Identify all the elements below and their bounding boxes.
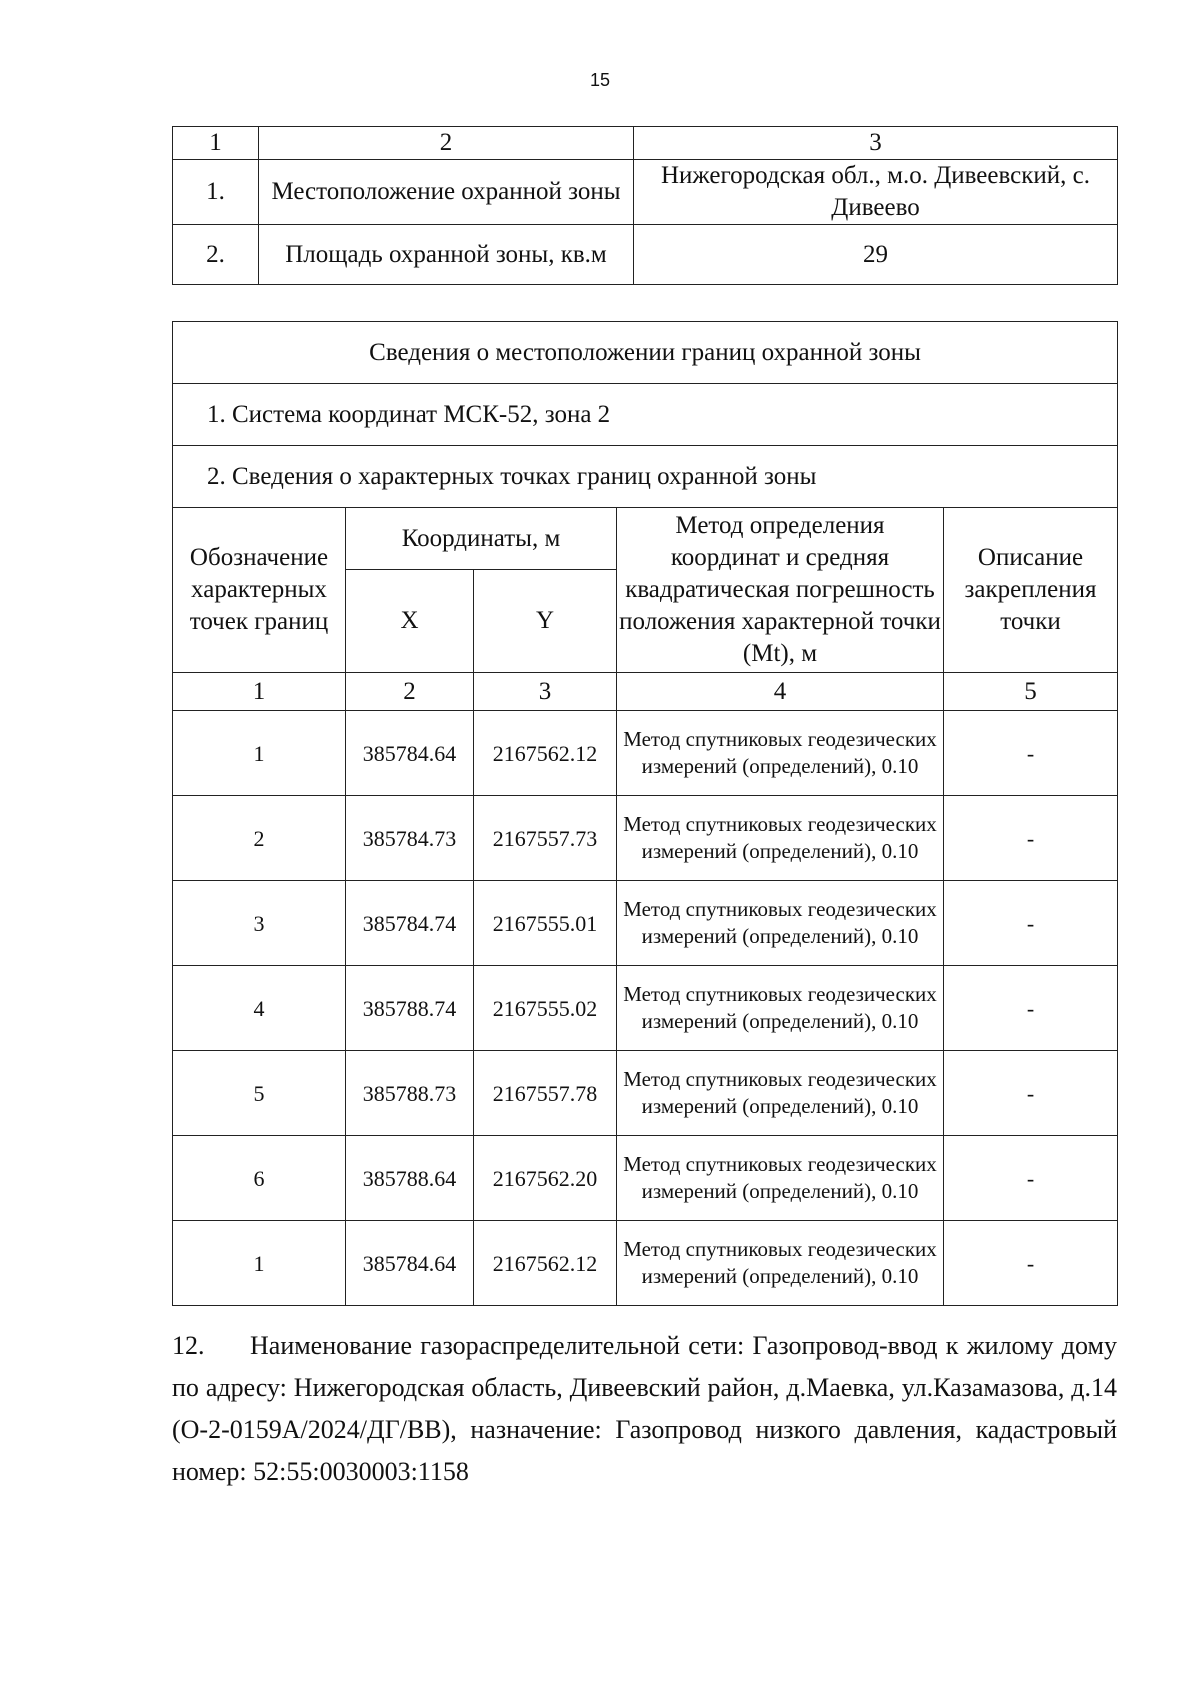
coordinate-system-row [173, 384, 1118, 446]
point-x: 385784.74 [346, 881, 474, 966]
paragraph-number: 12. [172, 1331, 205, 1360]
column-number: 2 [346, 673, 474, 711]
row-number: 1. [173, 160, 259, 225]
table-header-row [173, 127, 1118, 160]
point-description: - [944, 966, 1118, 1051]
point-description: - [944, 796, 1118, 881]
paragraph-text: Наименование газораспределительной сети: Газопровод-ввод к жилому дому по адресу: Нижегородская область, Дивеевский район, д.Маевка, ул.Казамазова, д.14 (О-2-0159А/2024/ДГ/ВВ), назначение: Газопровод низкого давления, кадастровый номер: 52:55:0030003:1158 [172, 1331, 1117, 1486]
row-value: 29 [634, 225, 1118, 285]
table-title: Сведения о местоположении границ охранной зоны [173, 322, 1118, 384]
point-number: 4 [173, 966, 346, 1051]
point-description: - [944, 1136, 1118, 1221]
points-title: 2. Сведения о характерных точках границ охранной зоны [173, 446, 1118, 508]
point-number: 2 [173, 796, 346, 881]
row-value: Нижегородская обл., м.о. Дивеевский, с. Дивеево [634, 160, 1118, 225]
point-method: Метод спутниковых геодезических измерений (определений), 0.10 [617, 1221, 944, 1306]
point-number: 1 [173, 711, 346, 796]
header-method: Метод определения координат и средняя квадратическая погрешность положения характерной точки (Mt), м [617, 508, 944, 673]
point-description: - [944, 881, 1118, 966]
column-numbers-row [173, 673, 1118, 711]
point-x: 385784.64 [346, 1221, 474, 1306]
point-method: Метод спутниковых геодезических измерений (определений), 0.10 [617, 711, 944, 796]
point-y: 2167557.78 [474, 1051, 617, 1136]
point-x: 385788.74 [346, 966, 474, 1051]
point-y: 2167555.01 [474, 881, 617, 966]
table-row [173, 796, 1118, 881]
row-label: Местоположение охранной зоны [259, 160, 634, 225]
point-description: - [944, 1051, 1118, 1136]
coordinate-system: 1. Система координат МСК-52, зона 2 [173, 384, 1118, 446]
page-number: 15 [589, 70, 611, 90]
point-number: 3 [173, 881, 346, 966]
point-x: 385788.64 [346, 1136, 474, 1221]
table-row [173, 225, 1118, 285]
table-row [173, 966, 1118, 1051]
column-number: 5 [944, 673, 1118, 711]
table-row [173, 160, 1118, 225]
header-x: X [346, 570, 474, 673]
point-number: 1 [173, 1221, 346, 1306]
header-description: Описание закрепления точки [944, 508, 1118, 673]
table-title-row [173, 322, 1118, 384]
point-x: 385784.73 [346, 796, 474, 881]
point-y: 2167562.12 [474, 711, 617, 796]
header-row [173, 508, 1118, 570]
point-y: 2167562.12 [474, 1221, 617, 1306]
point-number: 6 [173, 1136, 346, 1221]
point-method: Метод спутниковых геодезических измерений (определений), 0.10 [617, 1136, 944, 1221]
point-method: Метод спутниковых геодезических измерений (определений), 0.10 [617, 966, 944, 1051]
point-x: 385784.64 [346, 711, 474, 796]
column-number: 2 [259, 127, 634, 160]
header-designation: Обозначение характерных точек границ [173, 508, 346, 673]
table-row [173, 1136, 1118, 1221]
column-number: 3 [474, 673, 617, 711]
header-coordinates: Координаты, м [346, 508, 617, 570]
row-number: 2. [173, 225, 259, 285]
table-row [173, 1221, 1118, 1306]
header-y: Y [474, 570, 617, 673]
point-y: 2167555.02 [474, 966, 617, 1051]
zone-info-table [172, 126, 1118, 285]
table-row [173, 1051, 1118, 1136]
point-description: - [944, 711, 1118, 796]
column-number: 3 [634, 127, 1118, 160]
column-number: 1 [173, 127, 259, 160]
boundary-points-table [172, 321, 1118, 1306]
point-number: 5 [173, 1051, 346, 1136]
row-label: Площадь охранной зоны, кв.м [259, 225, 634, 285]
point-method: Метод спутниковых геодезических измерений (определений), 0.10 [617, 881, 944, 966]
gas-network-paragraph [172, 1325, 1117, 1493]
points-title-row [173, 446, 1118, 508]
column-number: 4 [617, 673, 944, 711]
point-description: - [944, 1221, 1118, 1306]
table-row [173, 881, 1118, 966]
point-method: Метод спутниковых геодезических измерений (определений), 0.10 [617, 796, 944, 881]
column-number: 1 [173, 673, 346, 711]
point-y: 2167557.73 [474, 796, 617, 881]
table-row [173, 711, 1118, 796]
point-method: Метод спутниковых геодезических измерений (определений), 0.10 [617, 1051, 944, 1136]
point-x: 385788.73 [346, 1051, 474, 1136]
point-y: 2167562.20 [474, 1136, 617, 1221]
